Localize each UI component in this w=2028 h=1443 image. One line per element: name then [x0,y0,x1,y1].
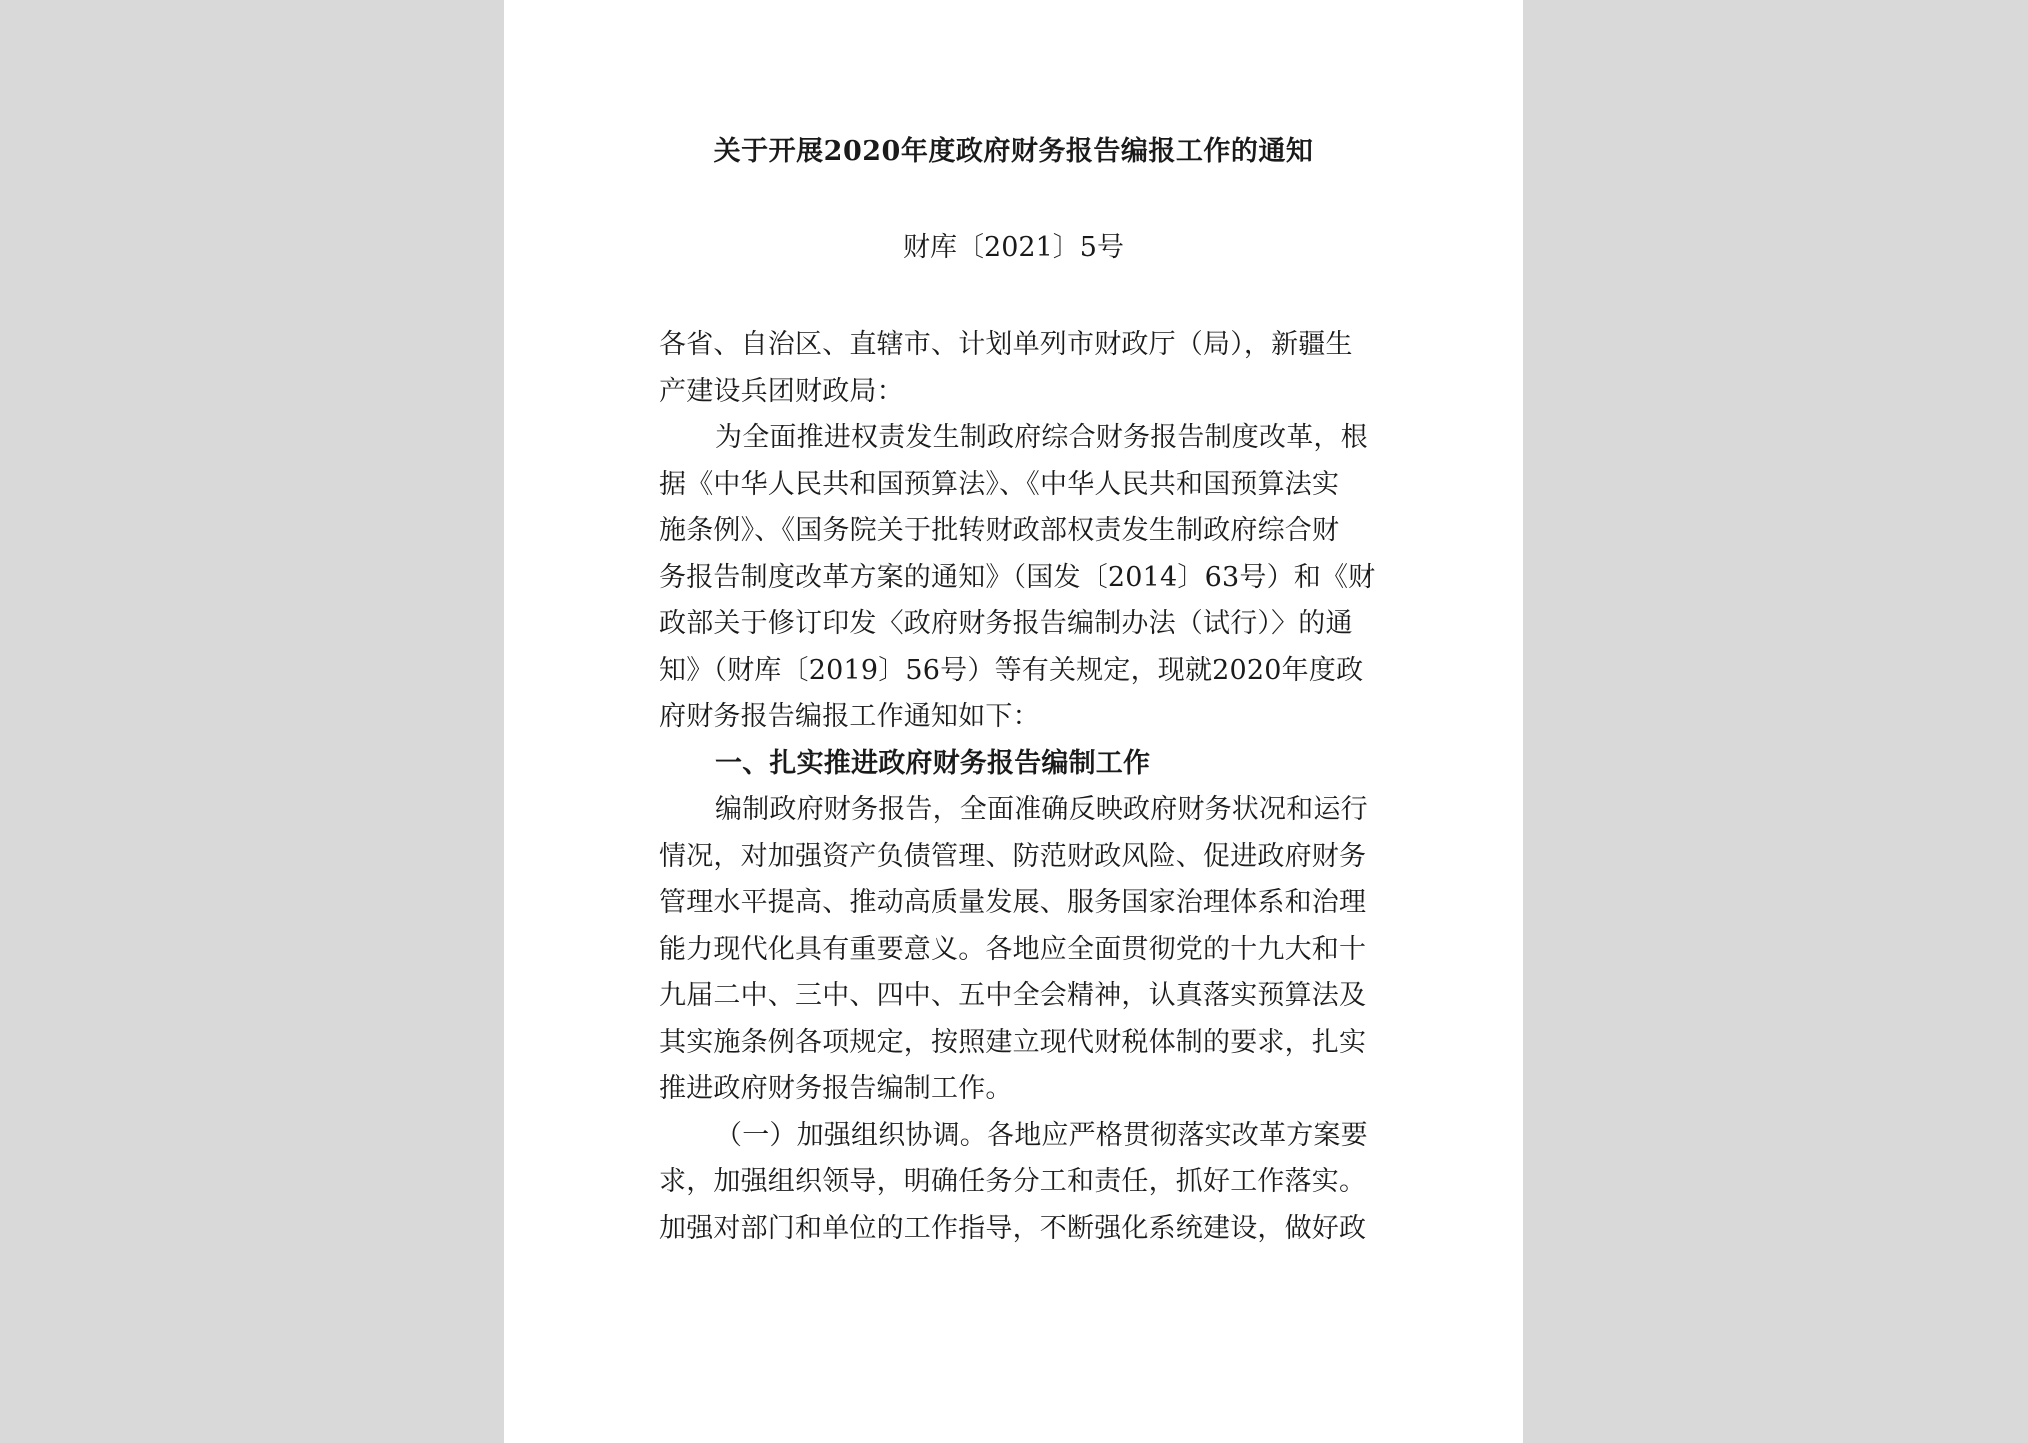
body-line: 产建设兵团财政局： [659,375,904,407]
body-line: 管理水平提高、推动高质量发展、服务国家治理体系和治理 [659,887,1367,918]
body-line: 各省、自治区、直辖市、计划单列市财政厅（局），新疆生 [659,329,1353,360]
body-line: 府财务报告编报工作通知如下： [659,701,1040,732]
body-line: 情况，对加强资产负债管理、防范财政风险、促进政府财务 [659,840,1367,872]
body-line: 推进政府财务报告编制工作。 [659,1073,1013,1104]
body-line: 政部关于修订印发〈政府财务报告编制办法（试行）〉的通 [659,608,1353,639]
body-line: 求，加强组织领导，明确任务分工和责任，抓好工作落实。 [659,1166,1367,1197]
body-line: 施条例》、《国务院关于批转财政部权责发生制政府综合财 [659,515,1340,546]
body-line: 九届二中、三中、四中、五中全会精神，认真落实预算法及 [659,980,1367,1011]
document-number: 财库〔2021〕5号 [903,232,1124,263]
body-line: 据《中华人民共和国预算法》、《中华人民共和国预算法实 [659,468,1340,500]
document-body [659,322,1379,1252]
body-line: 编制政府财务报告，全面准确反映政府财务状况和运行 [715,794,1368,825]
document-title: 关于开展2020年度政府财务报告编报工作的通知 [713,136,1314,167]
body-line: 其实施条例各项规定，按照建立现代财税体制的要求，扎实 [659,1026,1367,1058]
body-line: 能力现代化具有重要意义。各地应全面贯彻党的十九大和十 [659,933,1367,965]
document-page [504,0,1523,1443]
section-heading: 一、扎实推进政府财务报告编制工作 [715,747,1151,779]
body-line: （一）加强组织协调。各地应严格贯彻落实改革方案要 [715,1119,1368,1151]
body-line: 务报告制度改革方案的通知》（国发〔2014〕63号）和《财 [659,561,1376,593]
body-line: 加强对部门和单位的工作指导，不断强化系统建设，做好政 [659,1212,1367,1244]
body-line: 知》（财库〔2019〕56号）等有关规定，现就2020年度政 [659,654,1364,686]
body-line: 为全面推进权责发生制政府综合财务报告制度改革，根 [715,422,1368,453]
